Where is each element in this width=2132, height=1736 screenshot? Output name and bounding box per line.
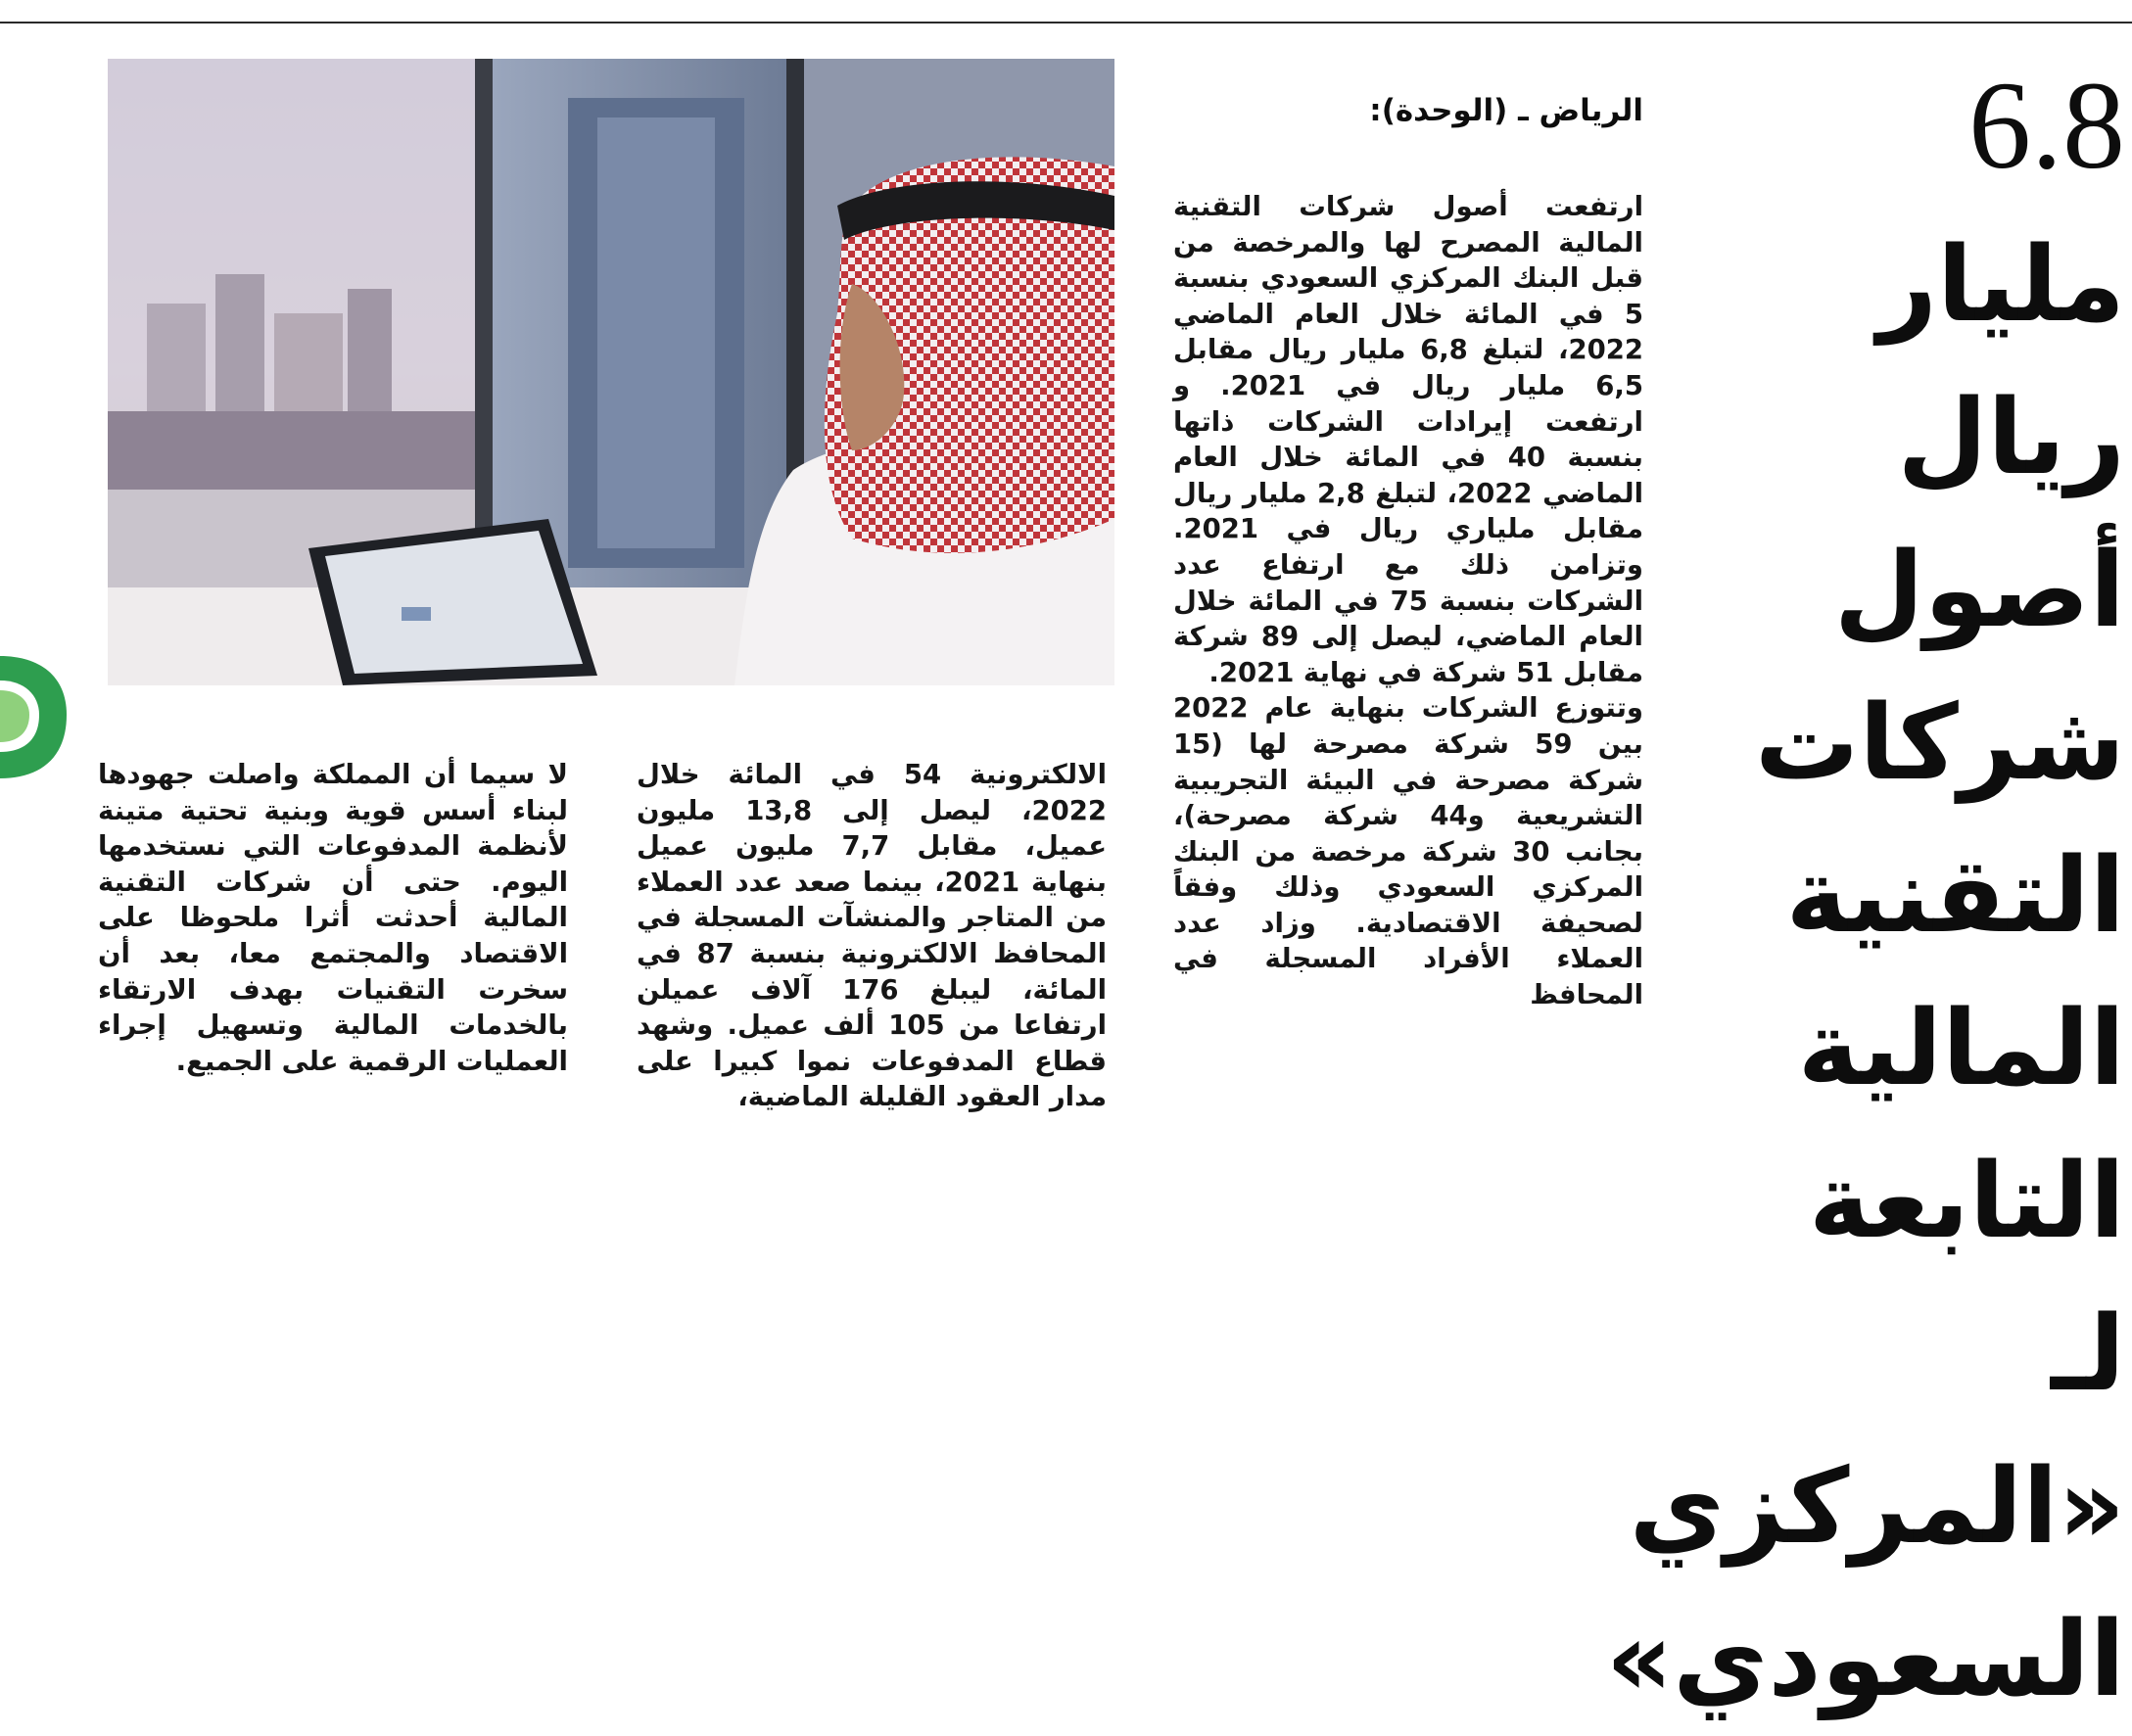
- article-paragraph: الالكترونية 54 في المائة خلال 2022، ليصل إلى 13,8 مليون عميل، مقابل 7,7 مليون عميل بنهاية 2021، بينما صعد عدد العملاء من المتاجر والمنشآت المسجلة في المحافظ الالكترونية بنسبة 87 في المائة، ليبلغ 176 آلاف عميلن ارتفاعا من 105 ألف عميل. وشهد قطاع المدفوعات نموا كبيرا على مدار العقود القليلة الماضية،: [637, 759, 1108, 1113]
- headline-line: التابعة: [1808, 1141, 2125, 1261]
- article-column-middle: [637, 757, 1107, 1266]
- headline-line: ريال أصول: [1833, 377, 2125, 650]
- top-rule: [0, 22, 2132, 23]
- article-column-right: [1173, 189, 1643, 1266]
- headline-number: 6.8: [1968, 56, 2125, 195]
- photo-man-with-tablet-icon: [108, 59, 1114, 685]
- headline-line: السعودي»: [1605, 1599, 2125, 1719]
- dateline: الرياض ـ (الوحدة):: [1369, 93, 1643, 128]
- article-paragraph: وتتوزع الشركات بنهاية عام 2022 بين 59 شركة مصرحة لها (15 شركة مصرحة في البيئة التجريبية التشريعية و44 شركة مصرحة)، بجانب 30 شركة مرخصة من البنك المركزي السعودي وذلك وفقاً لصحيفة الاقتصادية. وزاد عدد العملاء الأفراد المسجلة في المحافظ: [1173, 692, 1644, 1011]
- article-photo: [108, 59, 1114, 685]
- headline-line: التقنية: [1785, 835, 2125, 956]
- headline-line: لـ «المركزي: [1629, 1293, 2125, 1567]
- article-paragraph: ارتفعت أصول شركات التقنية المالية المصرح لها والمرخصة من قبل البنك المركزي السعودي بنسبة 5 في المائة خلال العام الماضي 2022، لتبلغ 6,8 مليار ريال مقابل 6,5 مليار ريال في 2021. و ارتفعت إيرادات الشركات ذاتها بنسبة 40 في المائة خلال العام الماضي 2022، لتبلغ 2,8 مليار ريال مقابل ملياري ريال في 2021. وتزامن ذلك مع ارتفاع عدد الشركات بنسبة 75 في المائة خلال العام الماضي، ليصل إلى 89 شركة مقابل 51 شركة في نهاية 2021.: [1173, 191, 1643, 688]
- headline-line: المالية: [1797, 988, 2125, 1108]
- logo-mark-icon: [0, 636, 69, 793]
- headline-line: شركات: [1754, 682, 2125, 803]
- headline-line: مليار: [1877, 224, 2125, 345]
- headline: [1605, 49, 2125, 1719]
- article-paragraph: لا سيما أن المملكة واصلت جهودها لبناء أسس قوية وبنية تحتية متينة لأنظمة المدفوعات التي نستخدمها اليوم. حتى أن شركات التقنية المالية أحدثت أثرا ملحوظا على الاقتصاد والمجتمع معا، بعد أن سخرت التقنيات بهدف الارتقاء بالخدمات المالية وتسهيل إجراء العمليات الرقمية على الجميع.: [98, 759, 568, 1077]
- article-column-left: [98, 757, 568, 1266]
